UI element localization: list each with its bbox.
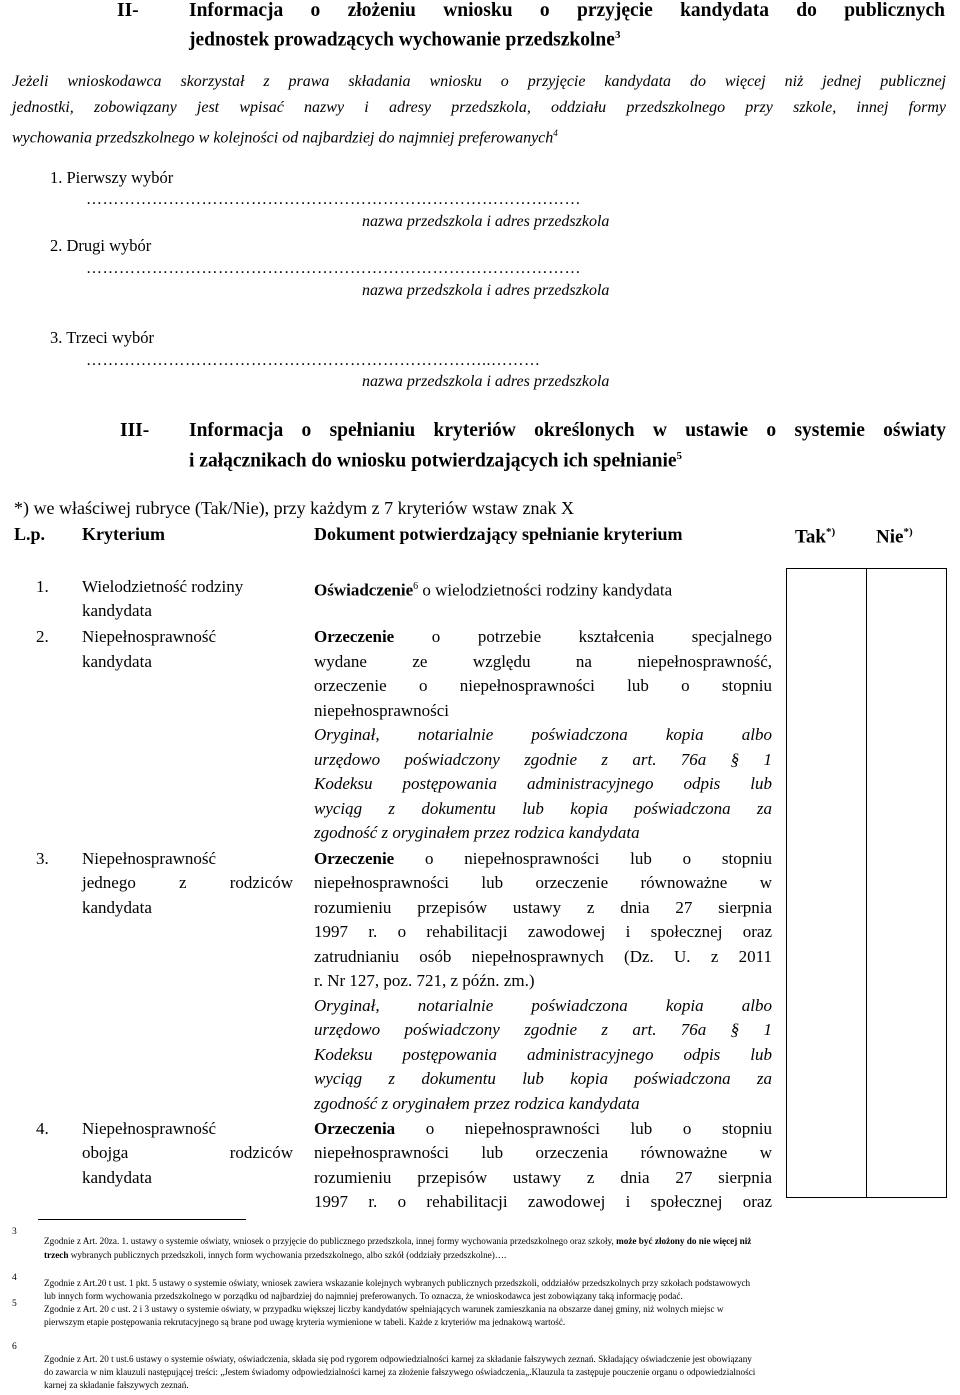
table-header-dokument: Dokument potwierdzający spełnianie kryterium <box>314 524 683 544</box>
row-2-doc-italic5: zgodność z oryginałem przez rodzica kandydata <box>314 823 640 842</box>
footnote-6-line1: Zgodnie z Art. 20 t ust.6 ustawy o systemie oświaty, oświadczenia, składa się pod rygorem odpowiedzialności karnej za składanie fałszywych zeznań. Składający oświadczenie jest obowiązany <box>44 1354 752 1364</box>
row-4-kryterium-line3: kandydata <box>82 1168 152 1187</box>
row-3-doc-italic3: Kodeksu postępowania administracyjnego odpis lub <box>314 1045 772 1064</box>
table-header-tak: Tak*) <box>795 526 836 548</box>
row-3-doc-italic1: Oryginał, notarialnie poświadczona kopia albo <box>314 996 772 1015</box>
section-2-title-line1: Informacja o złożeniu wniosku o przyjęcie kandydata do publicznych <box>189 0 945 21</box>
row-3-doc-line1: Orzeczenie o niepełnosprawności lub o stopniu <box>314 849 772 868</box>
footnote-4-line1: Zgodnie z Art.20 t ust. 1 pkt. 5 ustawy o systemie oświaty, wniosek zawiera wskazanie kolejnych wybranych publicznych przedszkoli, oddziałów przedszkolnych przy szkołach podstawowych <box>44 1278 751 1288</box>
footnote-4-line2: lub innych form wychowania przedszkolnego w porządku od najbardziej do najmniej preferowanych. To oznacza, że wnioskodawca jest zobowiązany taką informację podać. <box>44 1291 683 1301</box>
row-2-doc-line4: niepełnosprawności <box>314 701 450 720</box>
footnote-5-line2: pierwszym etapie postępowania rekrutacyjnego są brane pod uwagę kryteria wymienione w tabeli. Każde z kryteriów ma jednakową wartość. <box>44 1317 566 1327</box>
footnote-3-line2: trzech wybranych publicznych przedszkoli, innych form wychowania przedszkolnego, albo szkół (oddziały przedszkolne)…. <box>44 1250 507 1260</box>
table-header-kryterium: Kryterium <box>82 524 165 544</box>
section-2-title-line2: jednostek prowadzących wychowanie przedszkolne$^3$ <box>189 29 621 51</box>
row-2-kryterium-line1: Niepełnosprawność <box>82 627 217 646</box>
section-2-intro-line3: wychowania przedszkolnego w kolejności od najbardziej do najmniej preferowanych$^4$ <box>12 128 558 147</box>
row-3-doc-italic4: wyciąg z dokumentu lub kopia poświadczona za <box>314 1069 772 1088</box>
row-1-lp: 1. <box>36 577 49 596</box>
choice-3-dots[interactable]: ………………………………………………………………..……… <box>86 352 541 369</box>
row-2-kryterium-line2: kandydata <box>82 652 152 671</box>
row-1-document: Oświadczenie$^6$ o wielodzietności rodziny kandydata <box>314 580 673 600</box>
choice-3-caption: nazwa przedszkola i adres przedszkola <box>362 373 610 390</box>
row-3-lp: 3. <box>36 849 49 868</box>
row-4-doc-line1: Orzeczenia o niepełnosprawności lub o stopniu <box>314 1119 773 1138</box>
row-3-doc-line6: r. Nr 127, poz. 721, z późn. zm.) <box>314 971 535 990</box>
row-2-doc-italic1: Oryginał, notarialnie poświadczona kopia albo <box>314 725 772 744</box>
footnote-3-line1: Zgodnie z Art. 20za. 1. ustawy o systemie oświaty, wniosek o przyjęcie do publicznego przedszkola, innej formy wychowania przedszkolnego oraz szkoły, może być złożony do nie więcej niż <box>44 1236 752 1246</box>
section-2-intro-line1: Jeżeli wnioskodawca skorzystał z prawa składania wniosku o przyjęcie kandydata do więcej niż jednej publicznej <box>12 73 946 90</box>
row-1-nie-cell[interactable] <box>866 568 947 1198</box>
footnote-6-line2: do zawarcia w nim klauzuli następującej treści: „Jestem świadomy odpowiedzialności karnej za złożenie fałszywego oświadczenia„.Klauzula ta zastępuje pouczenie organu o odpowiedzialności <box>44 1367 756 1377</box>
table-header-lp: L.p. <box>14 524 46 544</box>
row-2-doc-italic2: urzędowo poświadczony zgodnie z art. 76a § 1 <box>314 750 772 769</box>
choice-2-dots[interactable]: ……………………………………………………………………………… <box>86 260 581 277</box>
row-3-kryterium-line1: Niepełnosprawność <box>82 849 217 868</box>
footnote-5-line1: Zgodnie z Art. 20 c ust. 2 i 3 ustawy o systemie oświaty, w przypadku większej liczby kandydatów spełniających warunek zamieszkania na obszarze danej gminy, niż wolnych miejsc w <box>44 1304 724 1314</box>
row-4-doc-line4: 1997 r. o rehabilitacji zawodowej i społecznej oraz <box>314 1192 772 1211</box>
row-1-kryterium-line1: Wielodzietność rodziny <box>82 577 244 596</box>
footnote-4-number: 4 <box>12 1273 17 1283</box>
row-4-lp: 4. <box>36 1119 49 1138</box>
footnote-5-number: 5 <box>12 1299 17 1309</box>
row-3-doc-line5: zatrudnianiu osób niepełnosprawnych (Dz. U. z 2011 <box>314 947 772 966</box>
footnote-6-line3: karnej za składanie fałszywych zeznań. <box>44 1380 189 1390</box>
row-2-doc-italic4: wyciąg z dokumentu lub kopia poświadczona za <box>314 799 772 818</box>
row-4-kryterium-line2: obojga rodziców <box>82 1143 293 1162</box>
row-1-kryterium-line2: kandydata <box>82 601 152 620</box>
row-2-doc-line3: orzeczenie o niepełnosprawności lub o stopniu <box>314 676 772 695</box>
choice-1-caption: nazwa przedszkola i adres przedszkola <box>362 213 610 230</box>
section-2-intro-line2: jednostki, zobowiązany jest wpisać nazwy i adresy przedszkola, oddziału przedszkolnego przy szkole, innej formy <box>12 99 946 116</box>
choice-3-label: 3. Trzeci wybór <box>50 328 155 347</box>
table-header-nie: Nie*) <box>876 526 913 548</box>
row-4-doc-line2: niepełnosprawności lub orzeczenia równoważne w <box>314 1143 772 1162</box>
footnote-3-number: 3 <box>12 1227 17 1237</box>
footnote-separator <box>38 1219 246 1220</box>
section-3-title-line2: i załącznikach do wniosku potwierdzających ich spełnianie$^5$ <box>189 450 683 472</box>
row-1-tak-cell[interactable] <box>786 568 867 1198</box>
choice-2-label: 2. Drugi wybór <box>50 236 152 255</box>
section-3-title-line1: Informacja o spełnianiu kryteriów określonych w ustawie o systemie oświaty <box>189 420 946 441</box>
row-3-doc-line2: niepełnosprawności lub orzeczenie równoważne w <box>314 873 772 892</box>
footnote-6-number: 6 <box>12 1342 17 1352</box>
section-3-number: III- <box>120 420 150 441</box>
row-4-doc-line3: rozumieniu przepisów ustawy z dnia 27 sierpnia <box>314 1168 772 1187</box>
row-2-doc-italic3: Kodeksu postępowania administracyjnego odpis lub <box>314 774 772 793</box>
section-3-note: *) we właściwej rubryce (Tak/Nie), przy każdym z 7 kryteriów wstaw znak X <box>14 498 575 518</box>
choice-2-caption: nazwa przedszkola i adres przedszkola <box>362 282 610 299</box>
choice-1-dots[interactable]: ……………………………………………………………………………… <box>86 191 581 208</box>
row-3-doc-italic5: zgodność z oryginałem przez rodzica kandydata <box>314 1094 640 1113</box>
choice-1-label: 1. Pierwszy wybór <box>50 168 174 187</box>
row-2-doc-line2: wydane ze względu na niepełnosprawność, <box>314 652 772 671</box>
row-3-doc-line4: 1997 r. o rehabilitacji zawodowej i społecznej oraz <box>314 922 772 941</box>
row-3-doc-line3: rozumieniu przepisów ustawy z dnia 27 sierpnia <box>314 898 772 917</box>
row-2-lp: 2. <box>36 627 49 646</box>
row-2-doc-line1: Orzeczenie o potrzebie kształcenia specjalnego <box>314 627 773 646</box>
row-3-kryterium-line2: jednego z rodziców <box>82 873 293 892</box>
row-4-kryterium-line1: Niepełnosprawność <box>82 1119 217 1138</box>
section-2-number: II- <box>117 0 139 21</box>
row-3-doc-italic2: urzędowo poświadczony zgodnie z art. 76a § 1 <box>314 1020 772 1039</box>
row-3-kryterium-line3: kandydata <box>82 898 152 917</box>
